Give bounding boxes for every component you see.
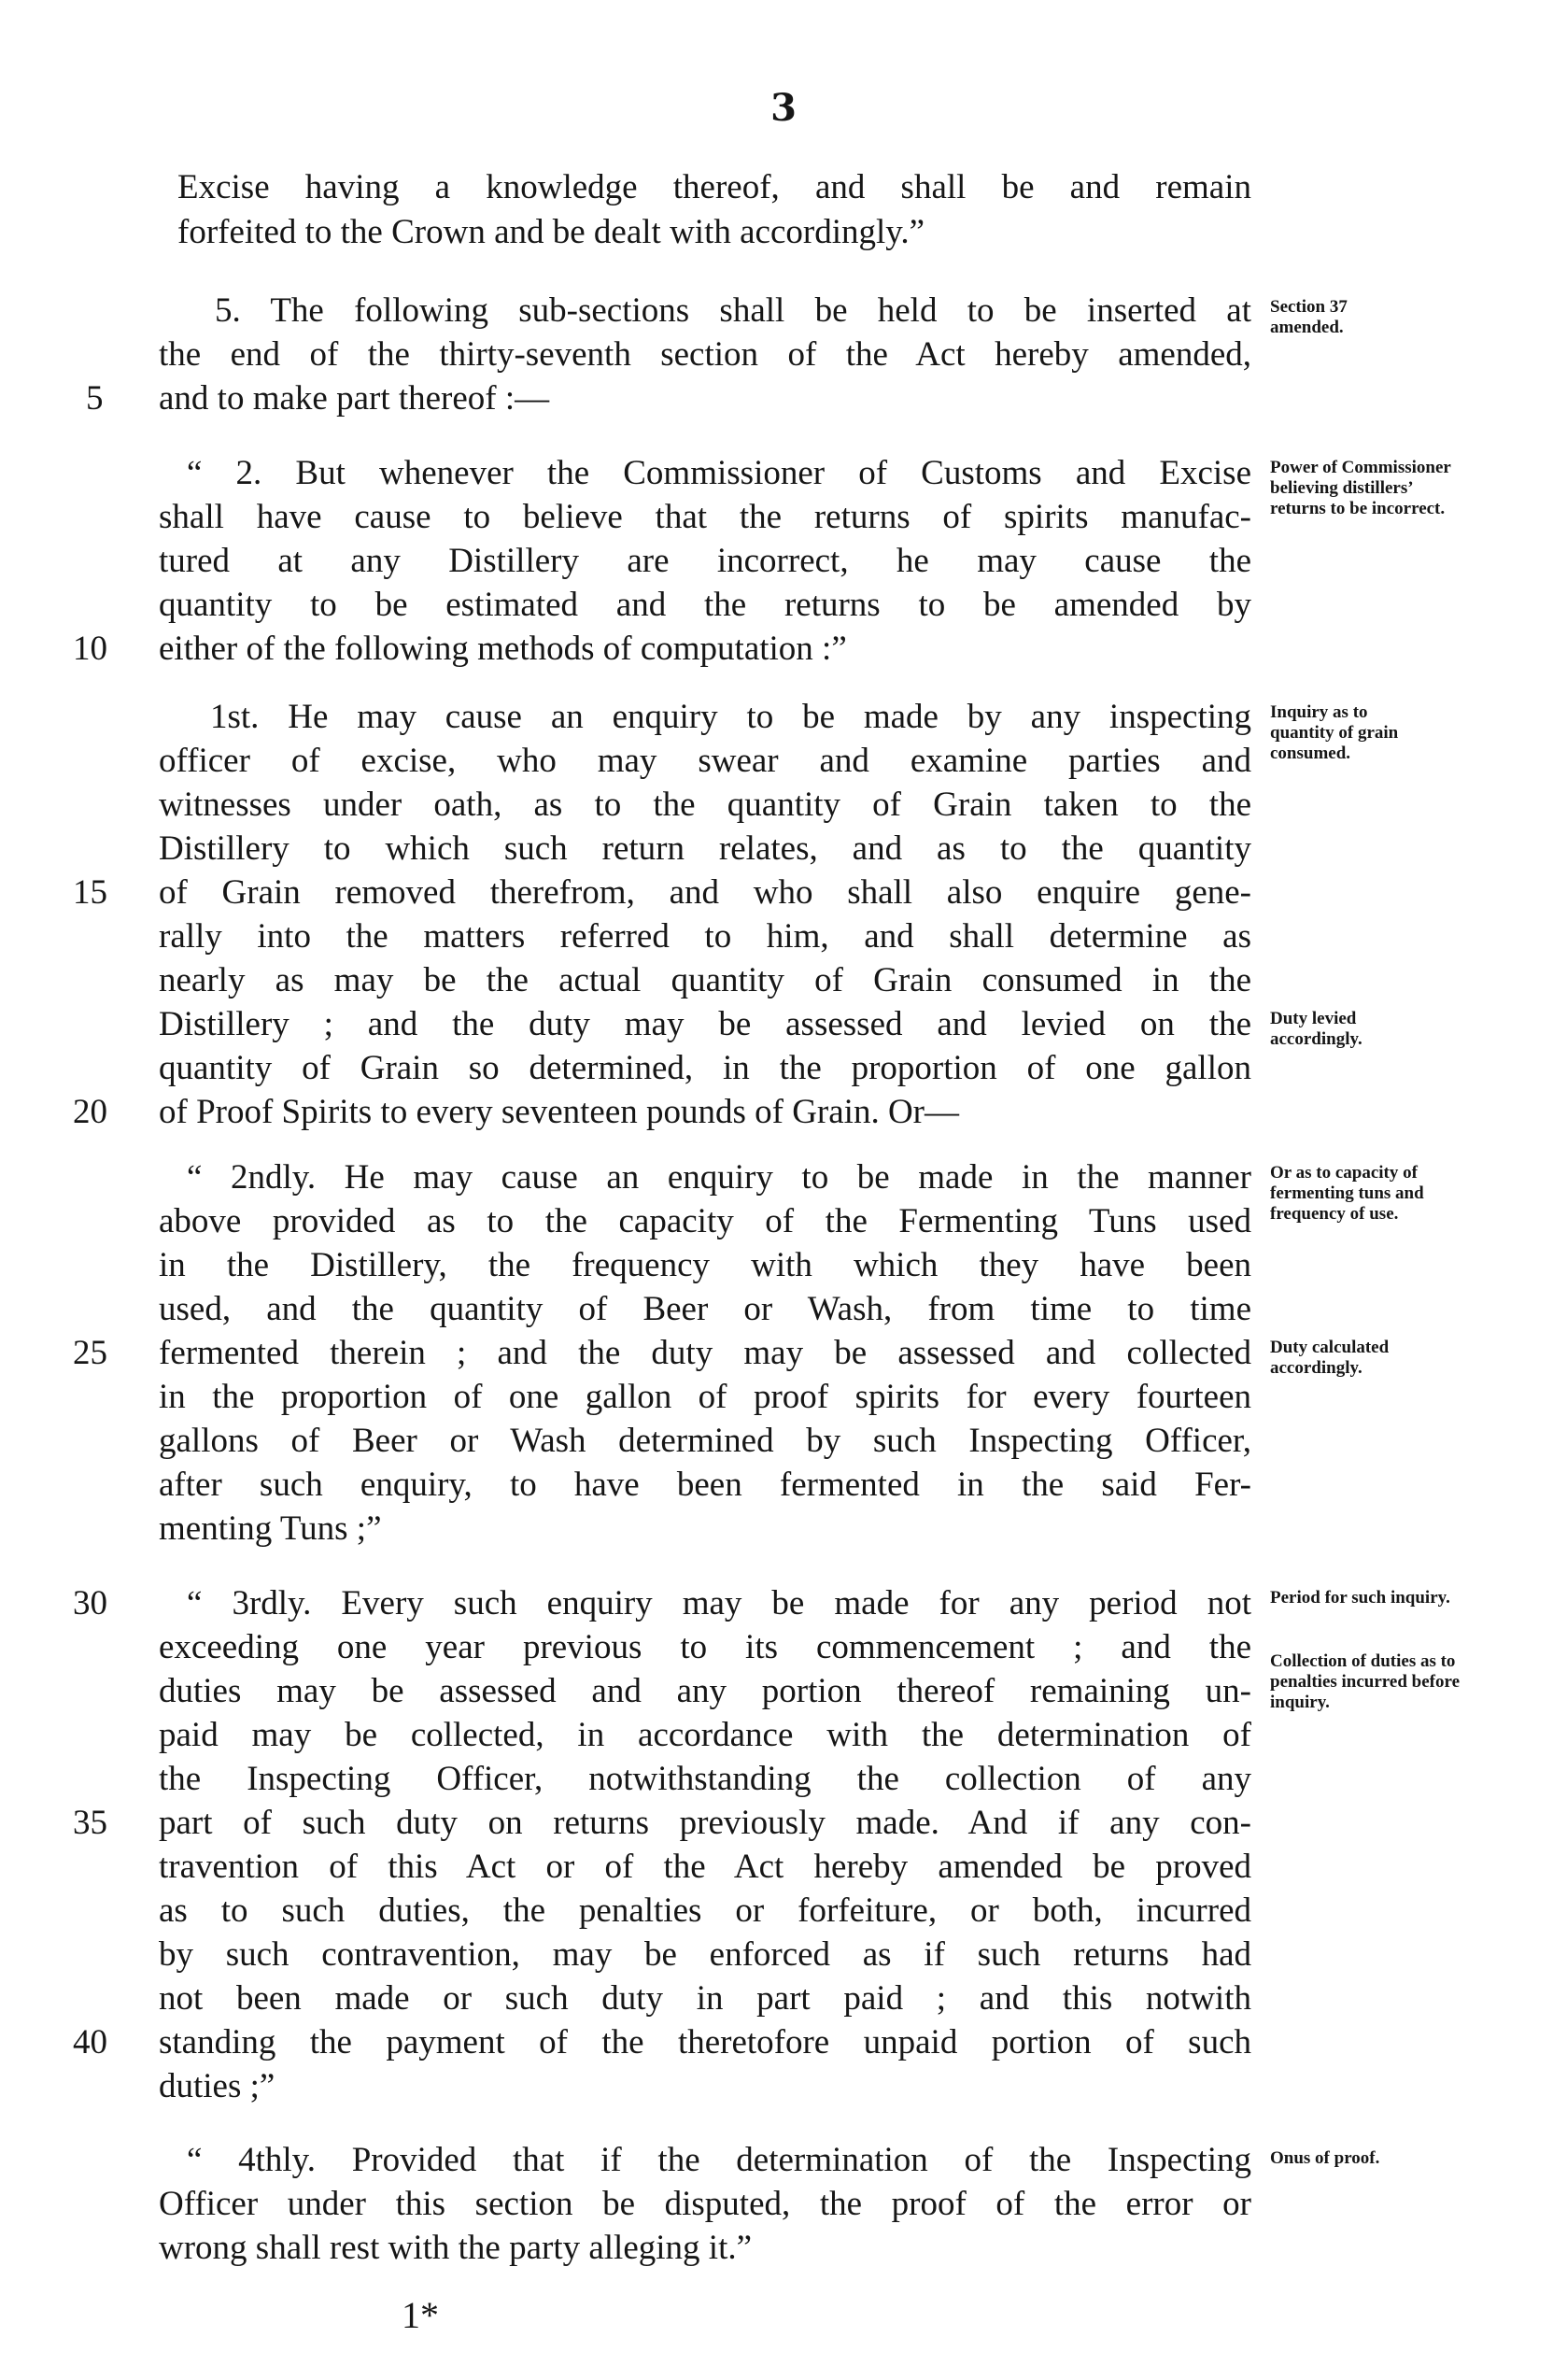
text-line: Distillery ; and the duty may be assessed and levied on the — [159, 1005, 1251, 1043]
text-line: menting Tuns ;” — [159, 1509, 382, 1548]
line-number: 15 — [73, 873, 107, 912]
text-line: “ 4thly. Provided that if the determination of the Inspecting — [187, 2141, 1251, 2179]
text-line: shall have cause to believe that the returns of spirits manufac- — [159, 498, 1251, 536]
text-line: officer of excise, who may swear and examine parties and — [159, 742, 1251, 780]
margin-note: Duty levied accordingly. — [1270, 1009, 1362, 1049]
text-line: after such enquiry, to have been fermented in the said Fer- — [159, 1466, 1251, 1504]
line-number: 35 — [73, 1804, 107, 1842]
text-line: witnesses under oath, as to the quantity of Grain taken to the — [159, 786, 1251, 824]
text-line: as to such duties, the penalties or forfeiture, or both, incurred — [159, 1891, 1251, 1930]
page-number: 3 — [770, 86, 797, 130]
text-line: duties may be assessed and any portion thereof remaining un- — [159, 1672, 1251, 1710]
text-line: forfeited to the Crown and be dealt with accordingly.” — [177, 213, 925, 251]
text-line: 1st. He may cause an enquiry to be made by any inspecting — [210, 698, 1251, 736]
line-number: 40 — [73, 2023, 107, 2061]
margin-note: Period for such inquiry. — [1270, 1588, 1450, 1608]
text-line: paid may be collected, in accordance with the determination of — [159, 1716, 1251, 1754]
text-line: exceeding one year previous to its commencement ; and the — [159, 1628, 1251, 1666]
text-line: above provided as to the capacity of the Fermenting Tuns used — [159, 1202, 1251, 1240]
text-line: quantity to be estimated and the returns to be amended by — [159, 586, 1251, 624]
margin-note: Onus of proof. — [1270, 2148, 1380, 2168]
line-number: 25 — [73, 1334, 107, 1372]
margin-note: Power of Commissioner believing distillers’ returns to be incorrect. — [1270, 458, 1451, 518]
line-number: 10 — [73, 630, 107, 668]
text-line: used, and the quantity of Beer or Wash, from time to time — [159, 1290, 1251, 1328]
text-line: not been made or such duty in part paid ; and this notwith — [159, 1979, 1251, 2018]
line-number: 30 — [73, 1584, 107, 1622]
margin-note: Collection of duties as to penalties incurred before inquiry. — [1270, 1651, 1460, 1712]
text-line: part of such duty on returns previously made. And if any con- — [159, 1804, 1251, 1842]
text-line: “ 3rdly. Every such enquiry may be made for any period not — [187, 1584, 1251, 1622]
text-line: by such contravention, may be enforced as if such returns had — [159, 1935, 1251, 1974]
text-line: the end of the thirty-seventh section of the Act hereby amended, — [159, 335, 1251, 374]
text-line: of Grain removed therefrom, and who shall also enquire gene- — [159, 873, 1251, 912]
text-line: Officer under this section be disputed, the proof of the error or — [159, 2185, 1251, 2223]
text-line: and to make part thereof :— — [159, 379, 550, 418]
text-line: tured at any Distillery are incorrect, he may cause the — [159, 542, 1251, 580]
text-line: travention of this Act or of the Act hereby amended be proved — [159, 1848, 1251, 1886]
text-line: standing the payment of the theretofore unpaid portion of such — [159, 2023, 1251, 2061]
text-line: the Inspecting Officer, notwithstanding the collection of any — [159, 1760, 1251, 1798]
text-line: gallons of Beer or Wash determined by such Inspecting Officer, — [159, 1422, 1251, 1460]
text-line: “ 2. But whenever the Commissioner of Customs and Excise — [187, 454, 1251, 492]
text-line: 5. The following sub-sections shall be held to be inserted at — [215, 291, 1251, 330]
text-line: quantity of Grain so determined, in the proportion of one gallon — [159, 1049, 1251, 1087]
margin-note: Duty calculated accordingly. — [1270, 1338, 1390, 1378]
margin-note: Or as to capacity of fermenting tuns and frequency of use. — [1270, 1163, 1424, 1224]
text-line: of Proof Spirits to every seventeen pounds of Grain. Or— — [159, 1093, 959, 1131]
line-number: 20 — [73, 1093, 107, 1131]
text-line: nearly as may be the actual quantity of Grain consumed in the — [159, 961, 1251, 999]
text-line: fermented therein ; and the duty may be assessed and collected — [159, 1334, 1251, 1372]
text-line: in the proportion of one gallon of proof spirits for every fourteen — [159, 1378, 1251, 1416]
text-line: wrong shall rest with the party alleging it.” — [159, 2229, 753, 2267]
text-line: rally into the matters referred to him, and shall determine as — [159, 917, 1251, 956]
text-line: Distillery to which such return relates, and as to the quantity — [159, 829, 1251, 868]
text-line: duties ;” — [159, 2067, 275, 2105]
text-line: Excise having a knowledge thereof, and shall be and remain — [177, 168, 1251, 206]
text-line: in the Distillery, the frequency with which they have been — [159, 1246, 1251, 1284]
margin-note: Section 37 amended. — [1270, 297, 1348, 337]
text-line: “ 2ndly. He may cause an enquiry to be made in the manner — [187, 1158, 1251, 1197]
margin-note: Inquiry as to quantity of grain consumed. — [1270, 702, 1399, 763]
text-line: either of the following methods of computation :” — [159, 630, 847, 668]
signature-mark: 1* — [402, 2294, 439, 2336]
line-number: 5 — [86, 379, 104, 418]
